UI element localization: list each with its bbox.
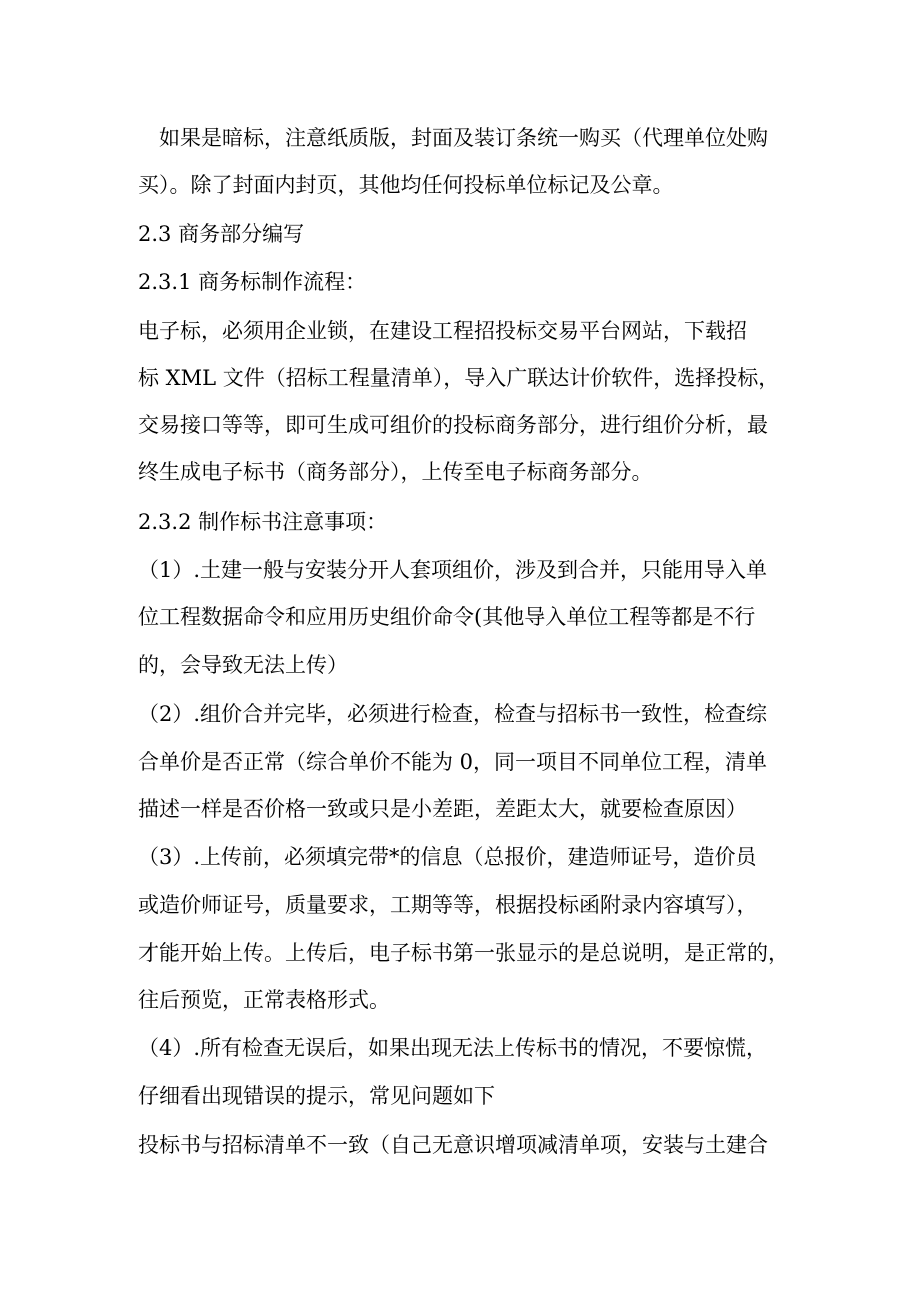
paragraph-line: 投标书与招标清单不一致（自己无意识增项减清单项，安装与土建合 <box>138 1133 768 1157</box>
paragraph-line: 买）。除了封面内封页，其他均任何投标单位标记及公章。 <box>138 173 674 197</box>
list-item-line: （2）.组价合并完毕，必须进行检查，检查与招标书一致性，检查综 <box>138 702 768 726</box>
subsection-heading: 2.3.2 制作标书注意事项： <box>138 510 388 534</box>
list-item-line: 位工程数据命令和应用历史组价命令(其他导入单位工程等都是不行 <box>138 605 756 629</box>
subsection-heading: 2.3.1 商务标制作流程： <box>138 270 367 294</box>
section-heading: 2.3 商务部分编写 <box>138 222 305 246</box>
list-item-line: （4）.所有检查无误后，如果出现无法上传标书的情况，不要惊慌， <box>138 1036 768 1060</box>
list-item-line: （3）.上传前，必须填完带*的信息（总报价，建造师证号，造价员 <box>138 845 757 869</box>
list-item-line: 描述一样是否价格一致或只是小差距，差距太大，就要检查原因） <box>138 797 747 821</box>
list-item-line: 才能开始上传。上传后，电子标书第一张显示的是总说明，是正常的， <box>138 941 789 965</box>
list-item-line: （1）.土建一般与安装分开人套项组价，涉及到合并，只能用导入单 <box>138 558 768 582</box>
paragraph-line: 如果是暗标，注意纸质版，封面及装订条统一购买（代理单位处购 <box>138 126 768 150</box>
paragraph-line: 终生成电子标书（商务部分），上传至电子标商务部分。 <box>138 460 653 484</box>
paragraph-line: 标 XML 文件（招标工程量清单），导入广联达计价软件，选择投标， <box>138 366 780 390</box>
paragraph-line: 电子标，必须用企业锁，在建设工程招投标交易平台网站，下载招 <box>138 319 747 343</box>
list-item-line: 或造价师证号，质量要求，工期等等，根据投标函附录内容填写）， <box>138 893 758 917</box>
list-item-line: 的，会导致无法上传） <box>138 653 348 677</box>
list-item-line: 仔细看出现错误的提示，常见问题如下 <box>138 1084 495 1108</box>
list-item-line: 往后预览，正常表格形式。 <box>138 988 390 1012</box>
list-item-line: 合单价是否正常（综合单价不能为 0，同一项目不同单位工程，清单 <box>138 750 768 774</box>
paragraph-line: 交易接口等等，即可生成可组价的投标商务部分，进行组价分析，最 <box>138 413 768 437</box>
